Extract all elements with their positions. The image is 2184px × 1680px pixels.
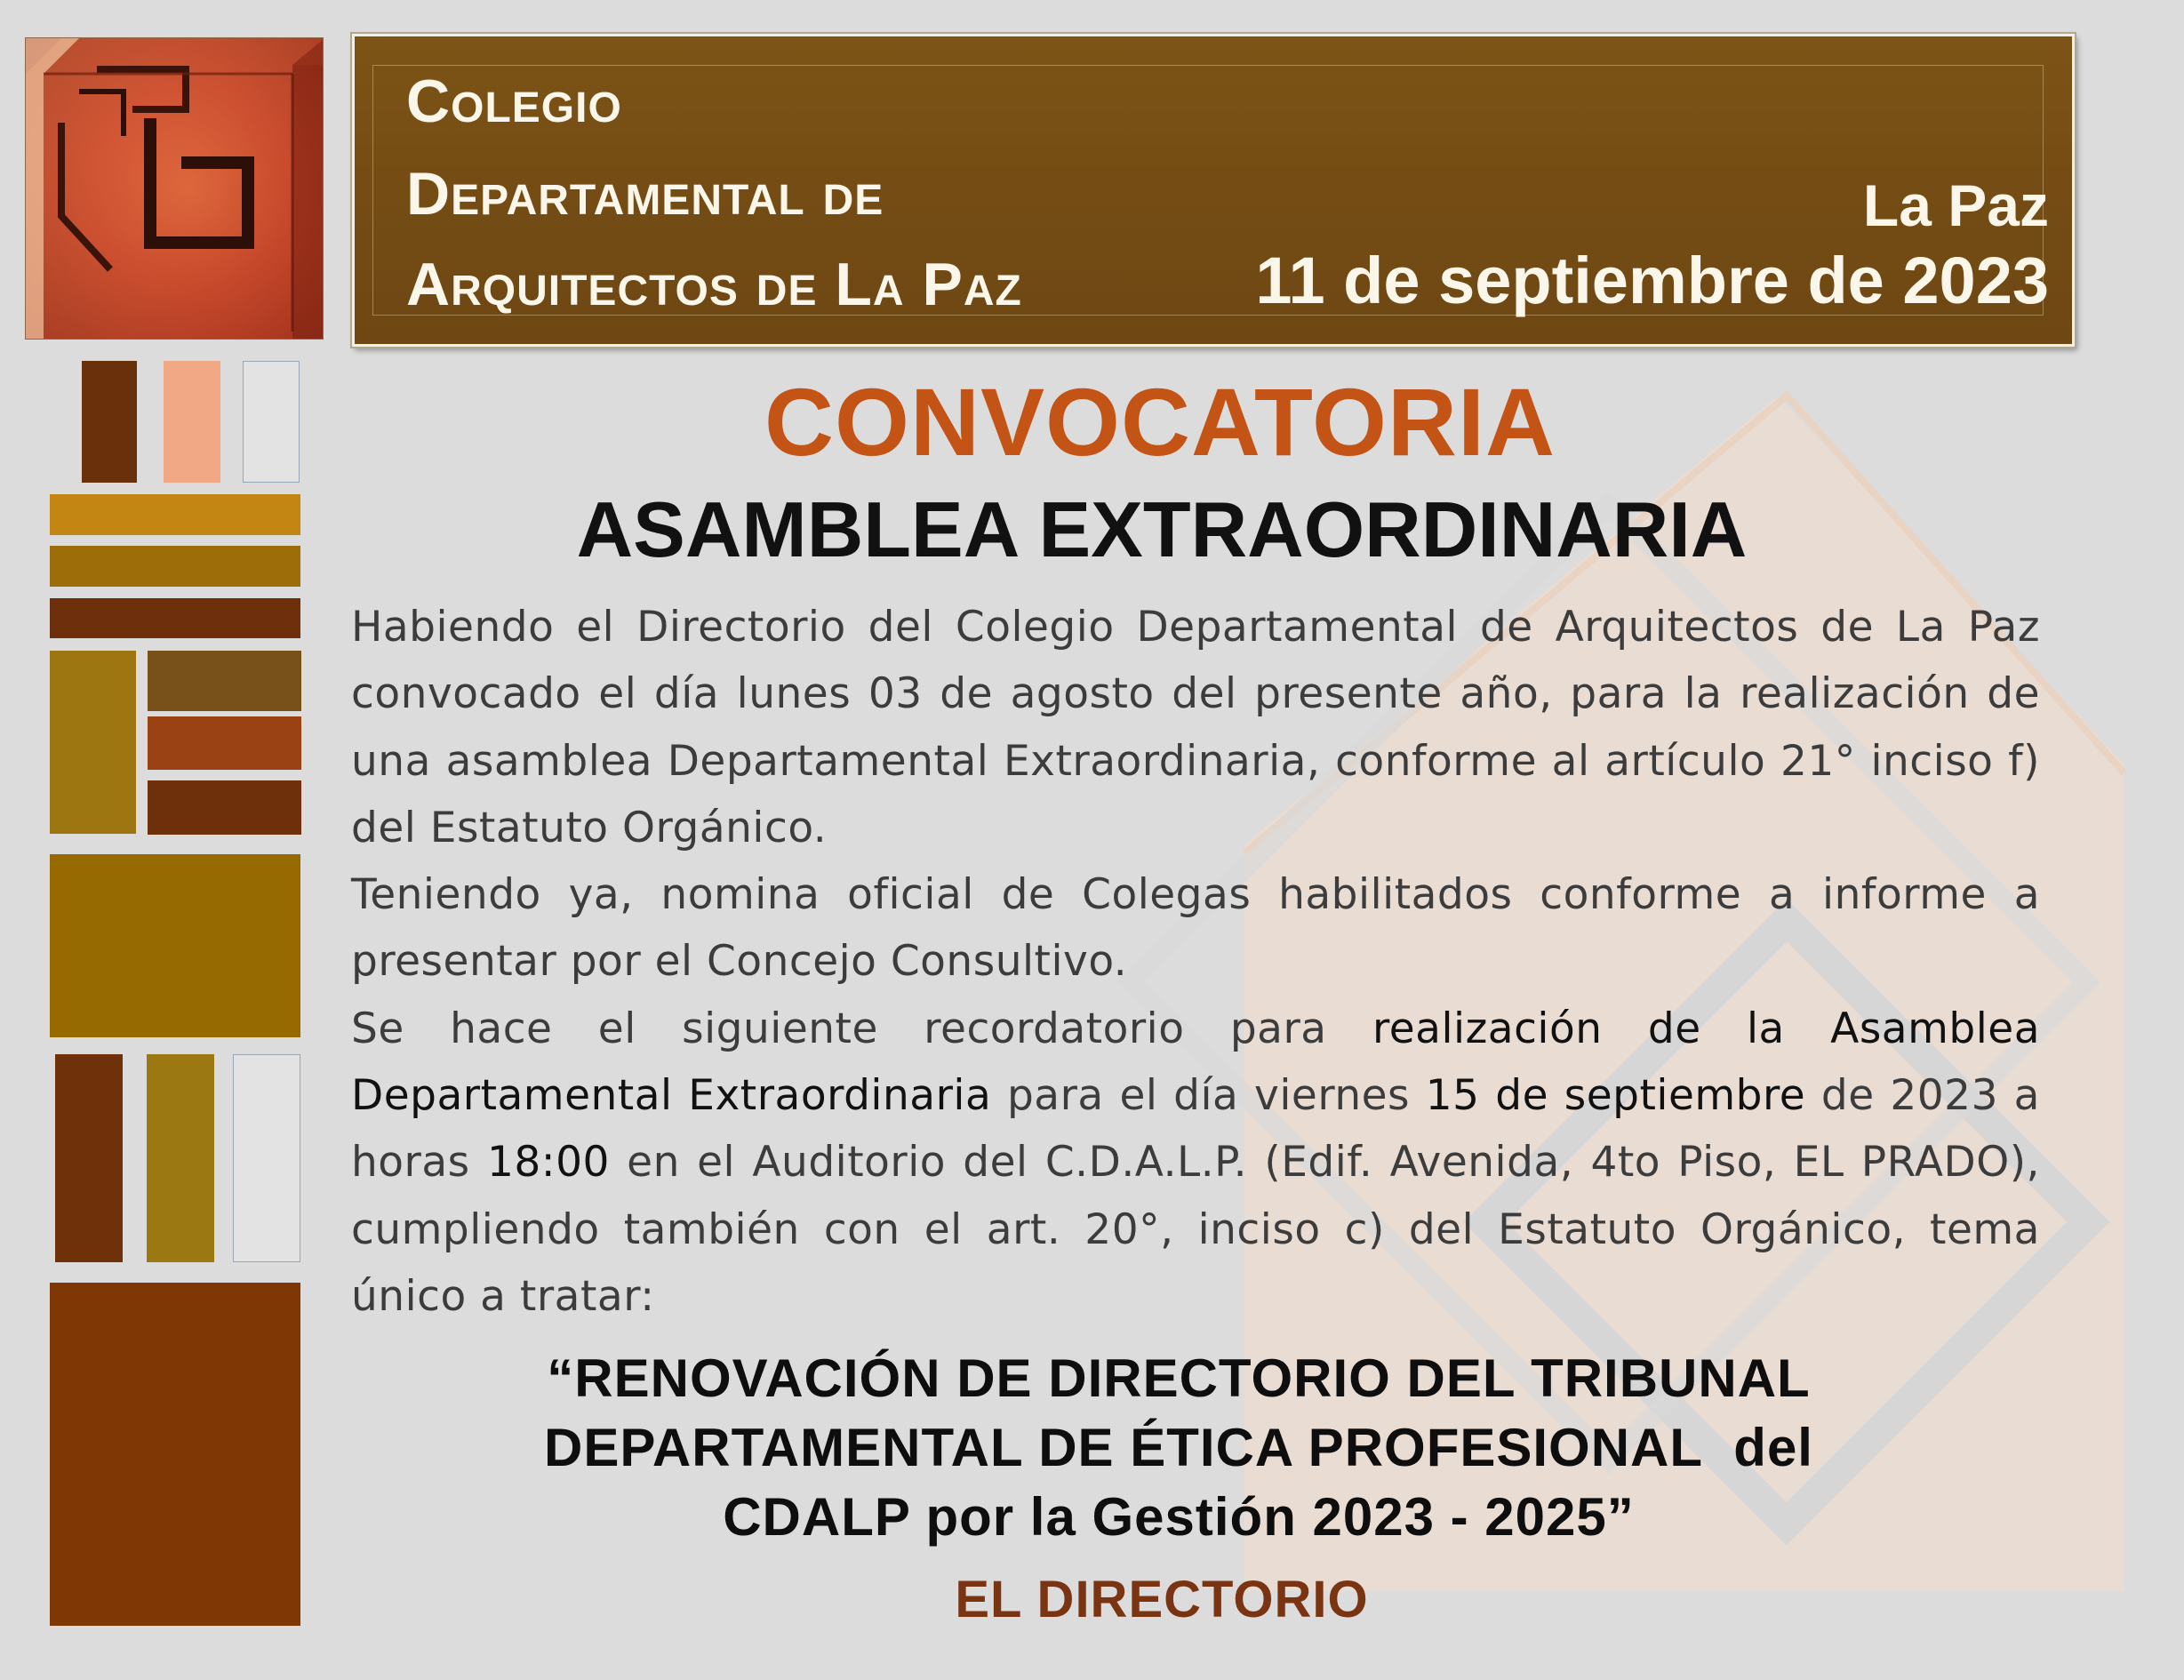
title-asamblea: ASAMBLEA EXTRAORDINARIA [576, 485, 1748, 573]
p3-part-a: Se hace el siguiente recordatorio para [351, 1004, 1372, 1053]
deco-block [148, 780, 301, 835]
p3-part-g: en el Auditorio del C.D.A.L.P. (Edif. Avenida, 4to Piso, EL PRADO), cumpliendo también con el art. 20°, inciso c) del Estatuto Orgánico, tema único a tratar: [351, 1138, 2040, 1321]
deco-block [148, 651, 301, 711]
header-banner [352, 34, 2075, 347]
signature: EL DIRECTORIO [955, 1571, 1369, 1628]
header-city: La Paz [1862, 172, 2049, 238]
org-name-line-1: Colegio [406, 68, 622, 135]
deco-block [148, 716, 301, 770]
org-name-line-2: Departamental de [406, 160, 884, 228]
subject-line-1: “RENOVACIÓN DE DIRECTORIO DEL TRIBUNAL [547, 1348, 1811, 1408]
p3-event-name: realización de la Asamblea Departamental Extraordinaria [351, 1004, 2040, 1121]
agenda-subject [0, 1344, 2184, 1552]
deco-block [50, 598, 300, 638]
deco-block [233, 1054, 300, 1262]
paragraph-2: Teniendo ya, nomina oficial de Colegas habilitados conforme a informe a presentar por el Concejo Consultivo. [351, 870, 2040, 987]
p3-part-c: para el día viernes [991, 1071, 1426, 1121]
deco-block [50, 854, 300, 1037]
paragraph-3 [351, 996, 2040, 1330]
deco-block [55, 1054, 123, 1262]
p3-event-time: 18:00 [486, 1138, 610, 1188]
subject-line-2: DEPARTAMENTAL DE ÉTICA PROFESIONAL del [544, 1418, 1813, 1477]
p3-part-e: de 2023 a horas [351, 1071, 2040, 1188]
deco-block [50, 651, 136, 834]
paragraph-1: Habiendo el Directorio del Colegio Departamental de Arquitectos de La Paz convocado el día lunes 03 de agosto del presente año, para la realización de una asamblea Departamental Extraordinaria, conforme al artículo 21° inciso f) del Estatuto Orgánico. [351, 603, 2040, 852]
deco-block [147, 1054, 214, 1262]
body-text [351, 594, 2040, 1330]
header-date: 11 de septiembre de 2023 [1255, 244, 2049, 317]
cdalp-logo [25, 37, 324, 340]
p3-event-date: 15 de septiembre [1425, 1071, 1806, 1121]
org-name-line-3: Arquitectos de La Paz [406, 251, 1022, 318]
subject-line-3: CDALP por la Gestión 2023 - 2025” [723, 1487, 1635, 1547]
title-convocatoria: CONVOCATORIA [764, 368, 1556, 476]
